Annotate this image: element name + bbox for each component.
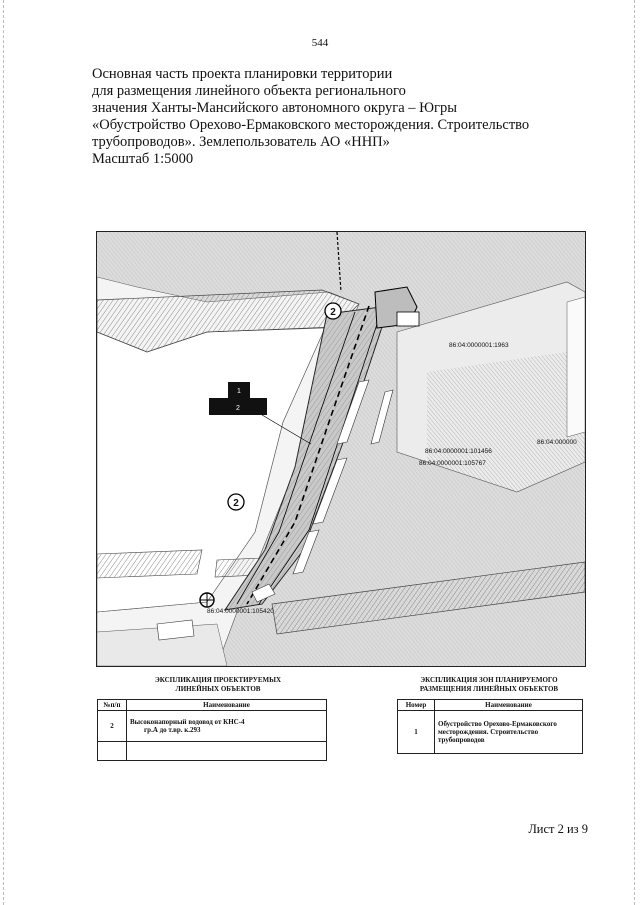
- row-name-line: Обустройство Орехово-Ермаковского: [438, 720, 557, 728]
- objects-table: [97, 699, 327, 761]
- parcel-label: 86:04:0000001:105767: [419, 460, 486, 467]
- zone-label-top: 1: [237, 388, 241, 395]
- row-name-line: Высоконапорный водовод от КНС-4: [130, 718, 245, 726]
- title-line: «Обустройство Орехово-Ермаковского месторождения. Строительство: [92, 117, 530, 133]
- document-title: [92, 66, 552, 168]
- table-header-row: [98, 700, 327, 711]
- row-name: [435, 711, 583, 754]
- scale-line: Масштаб 1:5000: [92, 151, 194, 167]
- caption-line: ЛИНЕЙНЫХ ОБЪЕКТОВ: [175, 685, 261, 693]
- caption-line: РАЗМЕЩЕНИЯ ЛИНЕЙНЫХ ОБЪЕКТОВ: [419, 685, 559, 693]
- row-number-empty: [98, 742, 127, 761]
- parcel-label: 86:04:0000001:101456: [425, 448, 492, 455]
- title-line: трубопроводов». Землепользователь АО «ННП»: [92, 134, 390, 150]
- planning-map: [96, 231, 586, 667]
- parcel-strip-right: [567, 297, 585, 437]
- title-line: значения Ханты-Мансийского автономного округа – Югры: [92, 100, 457, 116]
- table-header-cell: Наименование: [127, 700, 327, 711]
- caption-line: ЭКСПЛИКАЦИЯ ЗОН ПЛАНИРУЕМОГО: [420, 676, 558, 684]
- parcel-label: 86:04:000000: [537, 439, 577, 446]
- row-number: 1: [398, 711, 435, 754]
- page-edge-right: [634, 0, 636, 905]
- sheet-number: Лист 2 из 9: [528, 822, 588, 836]
- row-name: [127, 711, 327, 742]
- parcel-label: 86:04:0000001:1963: [449, 342, 509, 349]
- caption-line: ЭКСПЛИКАЦИЯ ПРОЕКТИРУЕМЫХ: [154, 676, 282, 684]
- table-header-row: [398, 700, 583, 711]
- table-caption-zones: [378, 676, 600, 694]
- table-header-cell: №п/п: [98, 700, 127, 711]
- page-number: 544: [311, 37, 329, 49]
- table-row-empty: [98, 742, 327, 761]
- table-caption-objects: [100, 676, 336, 694]
- road-band-left: [97, 550, 202, 578]
- row-name-empty: [127, 742, 327, 761]
- row-name-line: месторождения. Строительство: [438, 728, 539, 736]
- title-line: для размещения линейного объекта регионального: [92, 83, 406, 99]
- row-number: 2: [98, 711, 127, 742]
- title-line: Основная часть проекта планировки территории: [92, 66, 393, 82]
- map-drawing: [97, 232, 585, 666]
- row-name-line: трубопроводов: [438, 736, 485, 744]
- table-row: [98, 711, 327, 742]
- table-header-cell: Наименование: [435, 700, 583, 711]
- zone-label-bottom: 2: [236, 405, 240, 412]
- parcel-label: 86:04:0000001:105420: [207, 608, 274, 615]
- site-plot: [397, 312, 419, 326]
- zones-table: [397, 699, 583, 754]
- table-row: [398, 711, 583, 754]
- row-name-line: гр.А до т.вр. к.293: [144, 726, 201, 734]
- table-header-cell: Номер: [398, 700, 435, 711]
- page-edge-left: [3, 0, 5, 905]
- pipeline-marker-label: 2: [233, 498, 239, 509]
- pipeline-marker-label: 2: [330, 307, 336, 318]
